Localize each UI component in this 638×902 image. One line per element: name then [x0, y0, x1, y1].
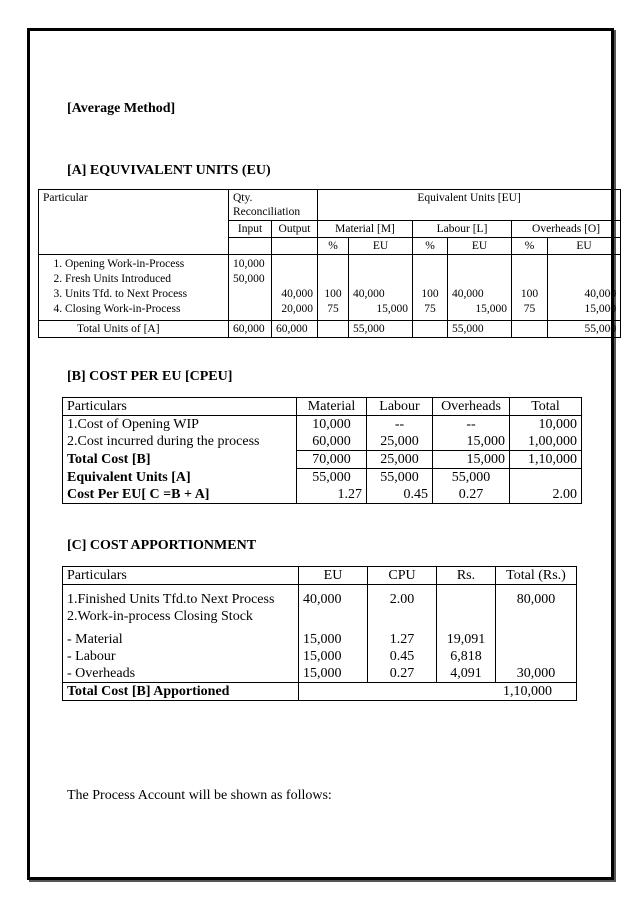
- labour-value: 25,000: [367, 433, 433, 451]
- qty-header: [229, 190, 318, 221]
- total-value: 80,000: [496, 585, 577, 609]
- labour-pct-header: %: [413, 238, 448, 255]
- eu-value: 15,000: [299, 665, 368, 683]
- total-overheads-eu: 55,000: [548, 321, 621, 338]
- cpu-value: 2.00: [368, 585, 437, 609]
- row-label: Total Cost [B]: [63, 451, 297, 469]
- overheads-eu-value: 40,000: [584, 288, 617, 300]
- method-heading: [Average Method]: [67, 101, 176, 116]
- overheads-value: --: [433, 416, 510, 434]
- row-label: - Labour: [63, 648, 299, 665]
- header-particulars: Particulars: [63, 567, 299, 585]
- overheads-pct-header: %: [512, 238, 548, 255]
- output-value: 20,000: [281, 303, 314, 315]
- overheads-value: 55,000: [433, 469, 510, 487]
- overheads-eu-column: [548, 255, 621, 321]
- material-value: 55,000: [297, 469, 367, 487]
- input-column: [229, 255, 272, 321]
- overheads-pct-value: 100: [520, 288, 539, 300]
- header-material: Material: [297, 398, 367, 416]
- material-value: 70,000: [297, 451, 367, 469]
- cpu-value: [368, 608, 437, 625]
- header-cpu: CPU: [368, 567, 437, 585]
- labour-eu-value: 15,000: [475, 303, 508, 315]
- header-total: Total (Rs.): [496, 567, 577, 585]
- labour-eu-value: 40,000: [452, 288, 484, 300]
- overheads-header: Overheads [O]: [512, 221, 621, 238]
- equivalent-units-table: [38, 189, 621, 338]
- row-label: 1.Finished Units Tfd.to Next Process: [63, 585, 299, 609]
- row-label: Equivalent Units [A]: [63, 469, 297, 487]
- labour-eu-column: [448, 255, 512, 321]
- total-value: [496, 625, 577, 648]
- labour-pct-value: 75: [424, 303, 436, 315]
- overheads-value: 15,000: [433, 451, 510, 469]
- total-input: 60,000: [229, 321, 272, 338]
- output-column: [272, 255, 318, 321]
- total-value: [496, 608, 577, 625]
- input-header: Input: [229, 221, 272, 238]
- blank-cell: [512, 321, 548, 338]
- rs-value: 4,091: [437, 665, 496, 683]
- list-item: 3. Units Tfd. to Next Process: [65, 287, 224, 302]
- material-eu-value: 40,000: [353, 288, 385, 300]
- total-value: 1,00,000: [510, 433, 582, 451]
- output-value: 40,000: [281, 288, 314, 300]
- overheads-eu-value: 15,000: [584, 303, 617, 315]
- material-pct-value: 75: [327, 303, 339, 315]
- overheads-pct-column: [512, 255, 548, 321]
- input-value: 50,000: [233, 273, 265, 285]
- input-value: 10,000: [233, 258, 265, 270]
- material-pct-column: [318, 255, 349, 321]
- overheads-eu-header: EU: [548, 238, 621, 255]
- total-output: 60,000: [272, 321, 318, 338]
- section-b-heading: [B] COST PER EU [CPEU]: [67, 369, 233, 384]
- header-particulars: Particulars: [63, 398, 297, 416]
- header-labour: Labour: [367, 398, 433, 416]
- row-label: - Overheads: [63, 665, 299, 683]
- overheads-pct-value: 75: [523, 303, 536, 315]
- labour-value: --: [367, 416, 433, 434]
- labour-pct-column: [413, 255, 448, 321]
- particular-list-cell: [39, 255, 229, 321]
- material-pct-value: 100: [324, 288, 342, 300]
- material-eu-value: 15,000: [376, 303, 409, 315]
- labour-pct-value: 100: [421, 288, 439, 300]
- total-value: 1,10,000: [510, 451, 582, 469]
- rs-value: 6,818: [437, 648, 496, 665]
- total-value: [496, 648, 577, 665]
- header-total: Total: [510, 398, 582, 416]
- header-rs: Rs.: [437, 567, 496, 585]
- overheads-value: 15,000: [433, 433, 510, 451]
- list-item: 2. Fresh Units Introduced: [65, 272, 224, 287]
- row-label: - Material: [63, 625, 299, 648]
- rs-value: 19,091: [437, 625, 496, 648]
- labour-value: 25,000: [367, 451, 433, 469]
- material-pct-header: %: [318, 238, 349, 255]
- material-value: 60,000: [297, 433, 367, 451]
- total-apportioned-value: 1,10,000: [299, 683, 577, 701]
- list-item: 1. Opening Work-in-Process: [65, 257, 224, 272]
- labour-value: 0.45: [367, 486, 433, 504]
- output-header: Output: [272, 221, 318, 238]
- eu-value: [299, 608, 368, 625]
- header-eu: EU: [299, 567, 368, 585]
- qty-header-line1: Qty.: [233, 192, 253, 204]
- eu-header: Equivalent Units [EU]: [318, 190, 621, 221]
- labour-eu-header: EU: [448, 238, 512, 255]
- material-eu-column: [349, 255, 413, 321]
- total-labour-eu: 55,000: [448, 321, 512, 338]
- eu-value: 15,000: [299, 648, 368, 665]
- header-overheads: Overheads: [433, 398, 510, 416]
- labour-value: 55,000: [367, 469, 433, 487]
- qty-header-line2: Reconciliation: [233, 206, 301, 218]
- total-value: [510, 469, 582, 487]
- total-value: 10,000: [510, 416, 582, 434]
- section-a-heading: [A] EQUVIVALENT UNITS (EU): [67, 163, 271, 178]
- material-value: 10,000: [297, 416, 367, 434]
- cpu-value: 1.27: [368, 625, 437, 648]
- list-item: 4. Closing Work-in-Process: [65, 302, 224, 317]
- eu-value: 15,000: [299, 625, 368, 648]
- total-material-eu: 55,000: [349, 321, 413, 338]
- row-label: 1.Cost of Opening WIP: [63, 416, 297, 434]
- blank-cell: [318, 321, 349, 338]
- total-value: 30,000: [496, 665, 577, 683]
- cpu-value: 0.45: [368, 648, 437, 665]
- section-c-heading: [C] COST APPORTIONMENT: [67, 538, 257, 553]
- labour-header: Labour [L]: [413, 221, 512, 238]
- overheads-value: 0.27: [433, 486, 510, 504]
- material-value: 1.27: [297, 486, 367, 504]
- total-apportioned-label: Total Cost [B] Apportioned: [63, 683, 299, 701]
- material-header: Material [M]: [318, 221, 413, 238]
- cost-apportionment-table: [62, 566, 577, 701]
- row-label: 2.Cost incurred during the process: [63, 433, 297, 451]
- particular-header: Particular: [39, 190, 229, 255]
- eu-value: 40,000: [299, 585, 368, 609]
- total-units-label: Total Units of [A]: [39, 321, 229, 338]
- rs-value: [437, 608, 496, 625]
- blank-cell: [272, 238, 318, 255]
- particular-list: [43, 257, 224, 317]
- blank-cell: [229, 238, 272, 255]
- closing-text: The Process Account will be shown as follows:: [67, 788, 332, 803]
- cost-per-eu-table: [62, 397, 582, 504]
- blank-cell: [413, 321, 448, 338]
- cpu-value: 0.27: [368, 665, 437, 683]
- row-label: Cost Per EU[ C =B + A]: [63, 486, 297, 504]
- row-label: 2.Work-in-process Closing Stock: [63, 608, 299, 625]
- rs-value: [437, 585, 496, 609]
- total-value: 2.00: [510, 486, 582, 504]
- material-eu-header: EU: [349, 238, 413, 255]
